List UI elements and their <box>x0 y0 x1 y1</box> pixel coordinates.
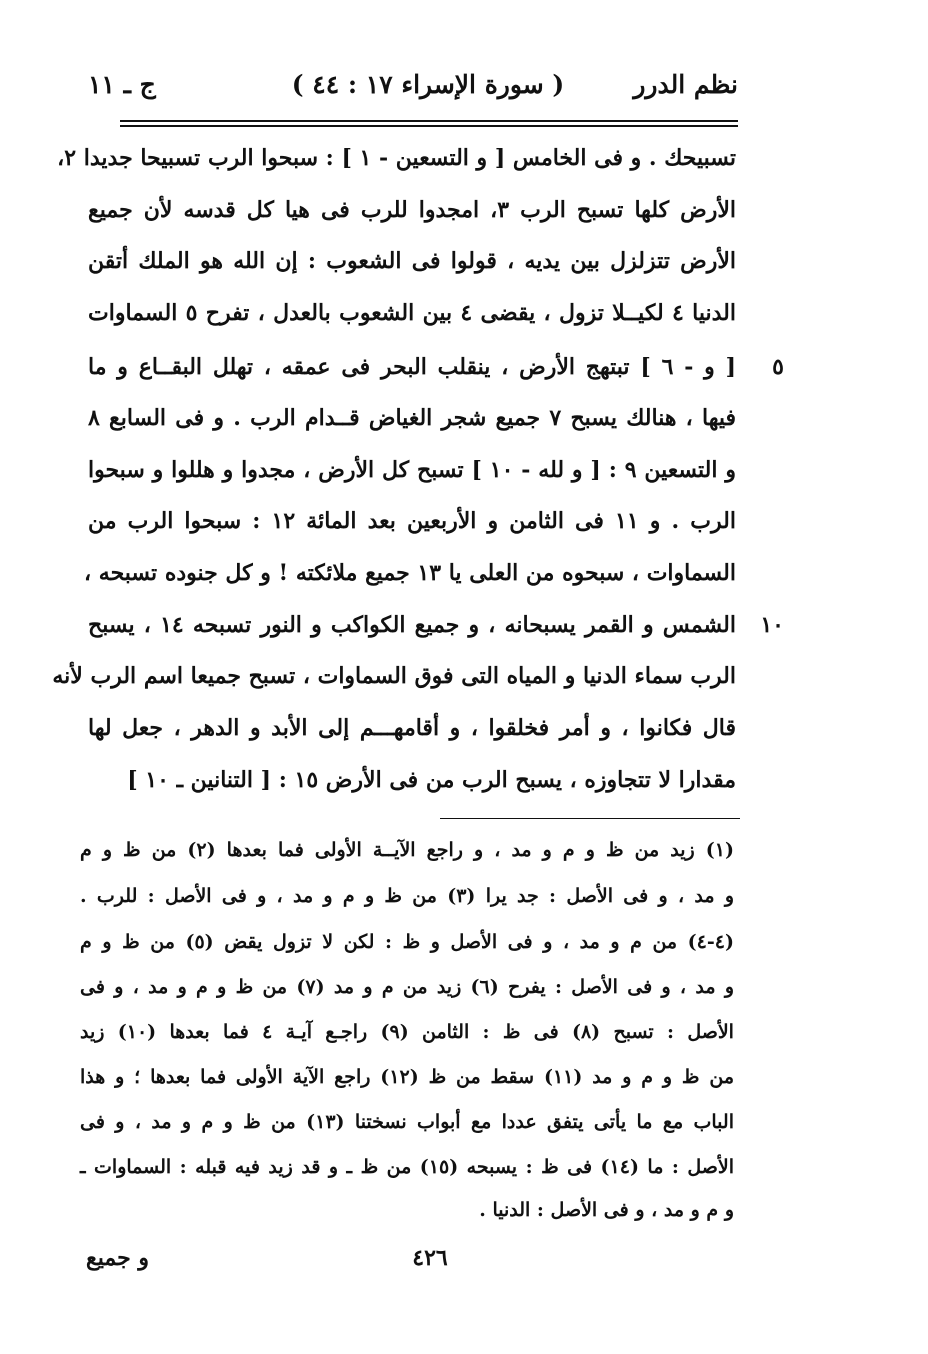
text-line: الأرض تتزلزل بين يديه ، قولوا فى الشعوب : إن الله هو الملك أتقن <box>88 248 736 274</box>
line-number: ١٠ <box>760 612 784 638</box>
text-line: الشمس و القمر يسبحانه ، و جميع الكواكب و النور تسبحه ١٤ ، يسبح <box>88 612 736 638</box>
text-line: السماوات ، سبحوه من العلى يا ١٣ جميع ملائكته ! و كل جنوده تسبحه ، <box>84 560 736 586</box>
running-head-volume: ج ـ ١١ <box>88 70 156 99</box>
text-line: قال فكانوا ، و أمر فخلقوا ، و أقامهـــم إلى الأبد و الدهر ، جعل لها <box>88 715 736 741</box>
line-number: ٥ <box>772 354 784 380</box>
text-line: [ و - ٦ ] تبتهج الأرض ، ينقلب البحر فى عمقه ، تهلل البقــاع و ما <box>88 354 736 380</box>
running-head-title: نظم الدرر <box>633 70 738 99</box>
footnote-line: (١) زيد من ظ و م و مد ، و راجع الآيــة الأولى فما بعدها (٢) من ظ و م <box>80 839 734 861</box>
footnote-line: الأصل : تسبح (٨) فى ظ : الثامن (٩) راجـع آيـة ٤ فما بعدها (١٠) زيد <box>80 1021 734 1043</box>
text-line: الرب سماء الدنيا و المياه التى فوق السماوات ، تسبح جميعا اسم الرب لأنه <box>52 663 736 689</box>
header-rule-top <box>120 120 738 122</box>
footnote-line: (٤-٤) من م و مد ، و فى الأصل و ظ : لكن لا تزول يقض (٥) من ظ و م <box>80 931 734 953</box>
text-line: تسبيحك . و فى الخامس [ و التسعين - ١ ] : سبحوا الرب تسبيحا جديدا ٢، <box>57 145 736 171</box>
running-head-surah: ( سورة الإسراء ١٧ : ٤٤ ) <box>291 70 565 99</box>
footnote-line: و مد ، و فى الأصل : يفرح (٦) زيد من م و مد (٧) من ظ و م و مد ، و فى <box>80 976 734 998</box>
footnote-rule <box>440 818 740 819</box>
text-line: فيها ، هنالك يسبح ٧ جميع شجر الغياض قــدام الرب . و فى السابع ٨ <box>88 405 737 431</box>
text-line: و التسعين ٩ : [ و لله - ١٠ ] تسبح كل الأرض ، مجدوا و هللوا و سبحوا <box>88 457 736 483</box>
text-line: الدنيا ٤ لكيــلا تزول ، يقضى ٤ بين الشعوب بالعدل ، تفرح ٥ السماوات <box>88 300 736 326</box>
header-rule-bottom <box>120 125 738 127</box>
footnote-line: و مد ، و فى الأصل : جد يرا (٣) من ظ و م و مد ، و فى الأصل : للرب . <box>80 885 735 907</box>
catchword: و جميع <box>86 1245 149 1271</box>
text-line: الرب . و ١١ فى الثامن و الأربعين بعد المائة ١٢ : سبحوا الرب من <box>88 508 736 534</box>
page-number: ٤٢٦ <box>412 1245 448 1271</box>
footnote-line: و م و مد ، و فى الأصل : الدنيا . <box>479 1199 734 1221</box>
footnote-line: الأصل : ما (١٤) فى ظ : يسبحه (١٥) من ظ ـ و قد زيد فيه قبله : السماوات ـ <box>80 1156 734 1178</box>
footnote-line: من ظ و م و مد (١١) سقط من ظ (١٢) راجع الآية الأولى فما بعدها ؛ و هذا <box>80 1066 735 1088</box>
text-line: مقدارا لا تتجاوزه ، يسبح الرب من فى الأرض ١٥ : [ التنانين ـ ١٠ ] <box>127 767 736 793</box>
text-line: الأرض كلها تسبح الرب ٣، امجدوا للرب فى هيا كل قدسه لأن جميع <box>88 197 737 223</box>
footnote-line: الباب مع ما يأتى يتفق عددا مع أبواب نسختنا (١٣) من ظ و م و مد ، و فى <box>80 1111 734 1133</box>
